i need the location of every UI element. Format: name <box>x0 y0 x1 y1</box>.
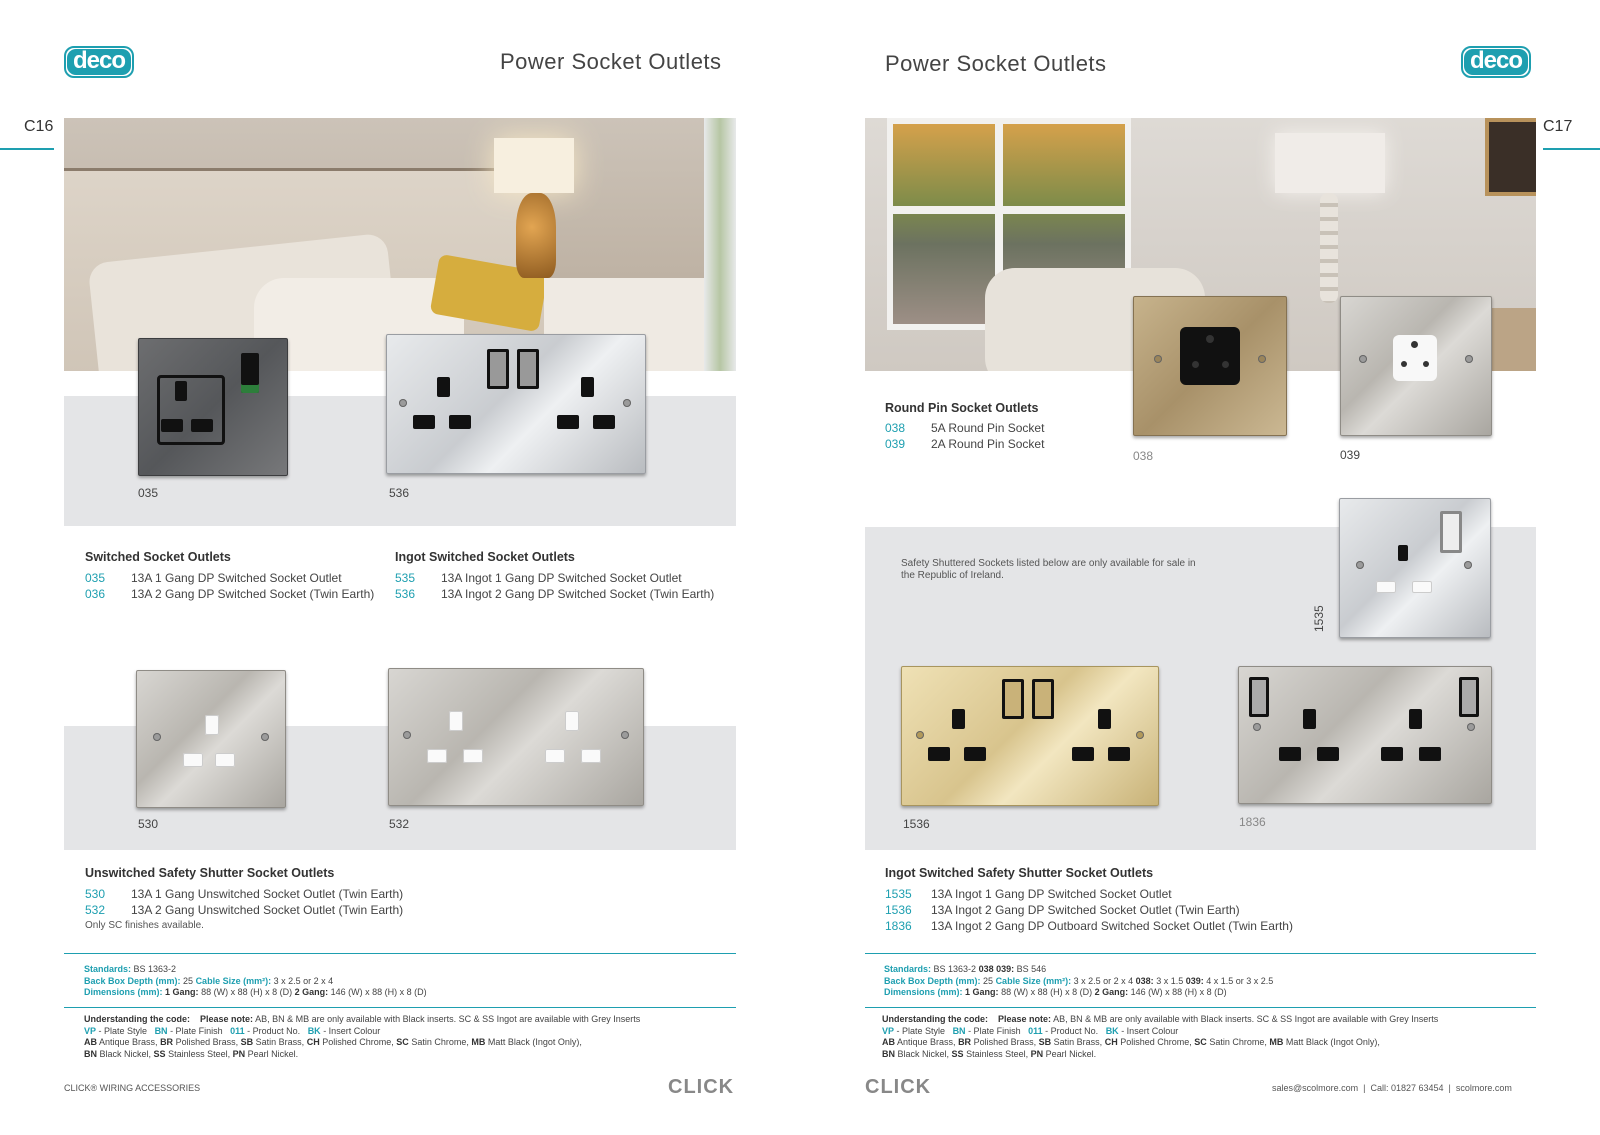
product-label-532: 532 <box>389 817 410 831</box>
product-description: 13A 1 Gang DP Switched Socket Outlet <box>131 571 342 585</box>
pin-slot <box>581 749 601 763</box>
pin-hole <box>1401 361 1407 367</box>
section-title: Round Pin Socket Outlets <box>885 401 1039 415</box>
picture-frame <box>1485 118 1536 196</box>
screw <box>1359 355 1367 363</box>
deco-logo: deco <box>1461 46 1531 78</box>
product-code: 1536 <box>885 903 912 917</box>
product-row <box>885 918 1293 934</box>
earth-pin-slot <box>1303 709 1316 729</box>
earth-pin-slot <box>1098 709 1111 729</box>
product-code: 038 <box>885 421 906 435</box>
lampshade <box>494 138 574 193</box>
pin-slot <box>1381 747 1403 761</box>
screw <box>916 731 924 739</box>
divider <box>865 1007 1536 1008</box>
product-code: 039 <box>885 437 906 451</box>
product-description: 13A Ingot 2 Gang DP Switched Socket Outlet (Twin Earth) <box>931 903 1240 917</box>
section-title: Ingot Switched Socket Outlets <box>395 550 575 564</box>
page-title-right: Power Socket Outlets <box>885 51 1107 76</box>
switch <box>1249 677 1269 717</box>
rocker-switch <box>241 353 259 393</box>
product-row <box>85 570 374 586</box>
divider <box>64 953 736 954</box>
pin-slot <box>928 747 950 761</box>
socket-plate-1535 <box>1339 498 1491 638</box>
product-code: 036 <box>85 587 106 601</box>
pin-hole <box>1192 361 1199 368</box>
ireland-availability-note: Safety Shuttered Sockets listed below are only available for sale in the Republic of Ireland. <box>901 558 1196 581</box>
product-code: 1535 <box>885 887 912 901</box>
product-description: 13A Ingot 2 Gang DP Switched Socket (Twin Earth) <box>441 587 715 601</box>
product-code: 1836 <box>885 919 912 933</box>
product-row <box>885 902 1293 918</box>
pin-hole <box>1423 361 1429 367</box>
screw <box>1258 355 1266 363</box>
product-description: 13A 2 Gang Unswitched Socket Outlet (Twin Earth) <box>131 903 404 917</box>
section-title: Switched Socket Outlets <box>85 550 231 564</box>
pin-slot <box>1412 581 1432 593</box>
code-key-right: Understanding the code: Please note: AB, BN & MB are only available with Black inserts. SC & SS Ingot are available with Grey Inserts VP - Plate Style BN - Plate Finish 011 - Product No. BK - Insert Colour AB Antique Brass, BR Polished Brass, SB Satin Brass, CH Polished Chrome, SC Satin Chrome, MB Matt Black (Ingot Only), BN Black Nickel, SS Stainless Steel, PN Pearl Nickel. <box>882 1014 1439 1059</box>
switch <box>1032 679 1054 719</box>
product-label-530: 530 <box>138 817 159 831</box>
earth-pin-slot <box>437 377 450 397</box>
click-logo-left: CLICK <box>668 1076 735 1098</box>
product-description: 13A Ingot 1 Gang DP Switched Socket Outlet <box>441 571 682 585</box>
product-label-1535: 1535 <box>1312 605 1326 632</box>
product-code: 536 <box>395 587 416 601</box>
section-title: Ingot Switched Safety Shutter Socket Outlets <box>885 866 1154 880</box>
screw <box>1253 723 1261 731</box>
product-description: 2A Round Pin Socket <box>931 437 1045 451</box>
page-number-rule-left <box>0 148 54 150</box>
product-code: 532 <box>85 903 106 917</box>
screw <box>1154 355 1162 363</box>
footer-wiring-accessories: CLICK® WIRING ACCESSORIES <box>64 1083 201 1093</box>
pin-slot <box>1419 747 1441 761</box>
switched-socket-section <box>85 550 374 602</box>
product-row <box>85 902 403 918</box>
socket-plate-1536 <box>901 666 1159 806</box>
screw <box>1136 731 1144 739</box>
pin-slot <box>545 749 565 763</box>
screw <box>399 399 407 407</box>
screw <box>1464 561 1472 569</box>
pin-slot <box>463 749 483 763</box>
socket-plate-536 <box>386 334 646 474</box>
earth-pin-slot <box>1409 709 1422 729</box>
page-number-left: C16 <box>24 118 54 135</box>
switch <box>517 349 539 389</box>
pin-slot <box>1279 747 1301 761</box>
lamp-base <box>516 193 556 278</box>
earth-pin-slot <box>449 711 463 731</box>
pin-hole <box>1411 341 1418 348</box>
ingot-switched-section <box>395 550 714 602</box>
click-logo-right: CLICK <box>865 1076 932 1098</box>
specifications-right: Standards: BS 1363-2 038 039: BS 546 Back Box Depth (mm): 25 Cable Size (mm²): 3 x 2.5 or 2 x 4 038: 3 x 1.5 039: 4 x 1.5 or 3 x 2.5 Dimensions (mm): 1 Gang: 88 (W) x 88 (H) x 8 (D) 2 Gang: 146 (W) x 88 (H) x 8 (D) <box>884 964 1274 997</box>
earth-pin-slot <box>205 715 219 735</box>
product-code: 035 <box>85 571 106 585</box>
switch <box>1440 511 1462 553</box>
earth-pin-slot <box>581 377 594 397</box>
socket-plate-530 <box>136 670 286 808</box>
product-row <box>395 570 714 586</box>
switch <box>1459 677 1479 717</box>
pin-slot <box>215 753 235 767</box>
socket-plate-038 <box>1133 296 1287 436</box>
finish-note: Only SC finishes available. <box>85 920 204 931</box>
pin-slot <box>1317 747 1339 761</box>
earth-pin-slot <box>952 709 965 729</box>
product-label-035: 035 <box>138 486 159 500</box>
screw <box>1356 561 1364 569</box>
screw <box>261 733 269 741</box>
pin-hole <box>1206 335 1214 343</box>
socket-plate-532 <box>388 668 644 806</box>
specifications-left: Standards: BS 1363-2 Back Box Depth (mm): 25 Cable Size (mm²): 3 x 2.5 or 2 x 4 Dimensions (mm): 1 Gang: 88 (W) x 88 (H) x 8 (D) 2 Gang: 146 (W) x 88 (H) x 8 (D) <box>84 964 427 997</box>
screw <box>623 399 631 407</box>
product-description: 13A 2 Gang DP Switched Socket (Twin Earth) <box>131 587 375 601</box>
product-label-039: 039 <box>1340 448 1361 462</box>
round-pin-section <box>885 401 1044 452</box>
socket-plate-1836 <box>1238 666 1492 804</box>
screw <box>1465 355 1473 363</box>
lampshade <box>1275 133 1385 193</box>
page-number-rule-right <box>1543 148 1600 150</box>
socket-plate-035 <box>138 338 288 476</box>
screw <box>153 733 161 741</box>
window <box>704 118 736 371</box>
lamp-base <box>1320 193 1338 303</box>
section-title: Unswitched Safety Shutter Socket Outlets <box>85 866 335 880</box>
product-row <box>395 586 714 602</box>
product-description: 13A Ingot 1 Gang DP Switched Socket Outlet <box>931 887 1172 901</box>
product-label-1536: 1536 <box>903 817 930 831</box>
product-row <box>885 436 1044 452</box>
pin-slot <box>413 415 435 429</box>
switch <box>487 349 509 389</box>
screw <box>621 731 629 739</box>
socket-surround <box>157 375 225 445</box>
deco-logo: deco <box>64 46 134 78</box>
switch <box>1002 679 1024 719</box>
socket-plate-039 <box>1340 296 1492 436</box>
screw <box>403 731 411 739</box>
product-code: 530 <box>85 887 106 901</box>
pin-slot <box>964 747 986 761</box>
footer-contact: sales@scolmore.com | Call: 01827 63454 | scolmore.com <box>1272 1083 1512 1093</box>
product-code: 535 <box>395 571 416 585</box>
ingot-safety-shutter-section <box>885 866 1293 934</box>
pin-slot <box>427 749 447 763</box>
product-row <box>85 586 374 602</box>
pin-slot <box>183 753 203 767</box>
window-frame <box>887 206 1127 214</box>
pin-slot <box>1108 747 1130 761</box>
product-label-536: 536 <box>389 486 410 500</box>
earth-pin-slot <box>1398 545 1408 561</box>
page-number-right: C17 <box>1543 118 1573 135</box>
page-title-left: Power Socket Outlets <box>500 49 722 74</box>
product-label-1836: 1836 <box>1239 815 1266 829</box>
product-description: 5A Round Pin Socket <box>931 421 1045 435</box>
pin-hole <box>1222 361 1229 368</box>
screw <box>1467 723 1475 731</box>
product-row <box>85 886 403 902</box>
product-description: 13A Ingot 2 Gang DP Outboard Switched Socket Outlet (Twin Earth) <box>931 919 1293 933</box>
earth-pin-slot <box>565 711 579 731</box>
pin-slot <box>593 415 615 429</box>
pin-slot <box>1376 581 1396 593</box>
product-row <box>885 420 1044 436</box>
divider <box>64 1007 736 1008</box>
product-label-038: 038 <box>1133 449 1154 463</box>
pin-slot <box>557 415 579 429</box>
pin-slot <box>449 415 471 429</box>
pin-slot <box>1072 747 1094 761</box>
divider <box>865 953 1536 954</box>
unswitched-section <box>85 866 403 931</box>
product-description: 13A 1 Gang Unswitched Socket Outlet (Twin Earth) <box>131 887 404 901</box>
product-row <box>885 886 1293 902</box>
code-key-left: Understanding the code: Please note: AB, BN & MB are only available with Black inserts. SC & SS Ingot are available with Grey Inserts VP - Plate Style BN - Plate Finish 011 - Product No. BK - Insert Colour AB Antique Brass, BR Polished Brass, SB Satin Brass, CH Polished Chrome, SC Satin Chrome, MB Matt Black (Ingot Only), BN Black Nickel, SS Stainless Steel, PN Pearl Nickel. <box>84 1014 641 1059</box>
